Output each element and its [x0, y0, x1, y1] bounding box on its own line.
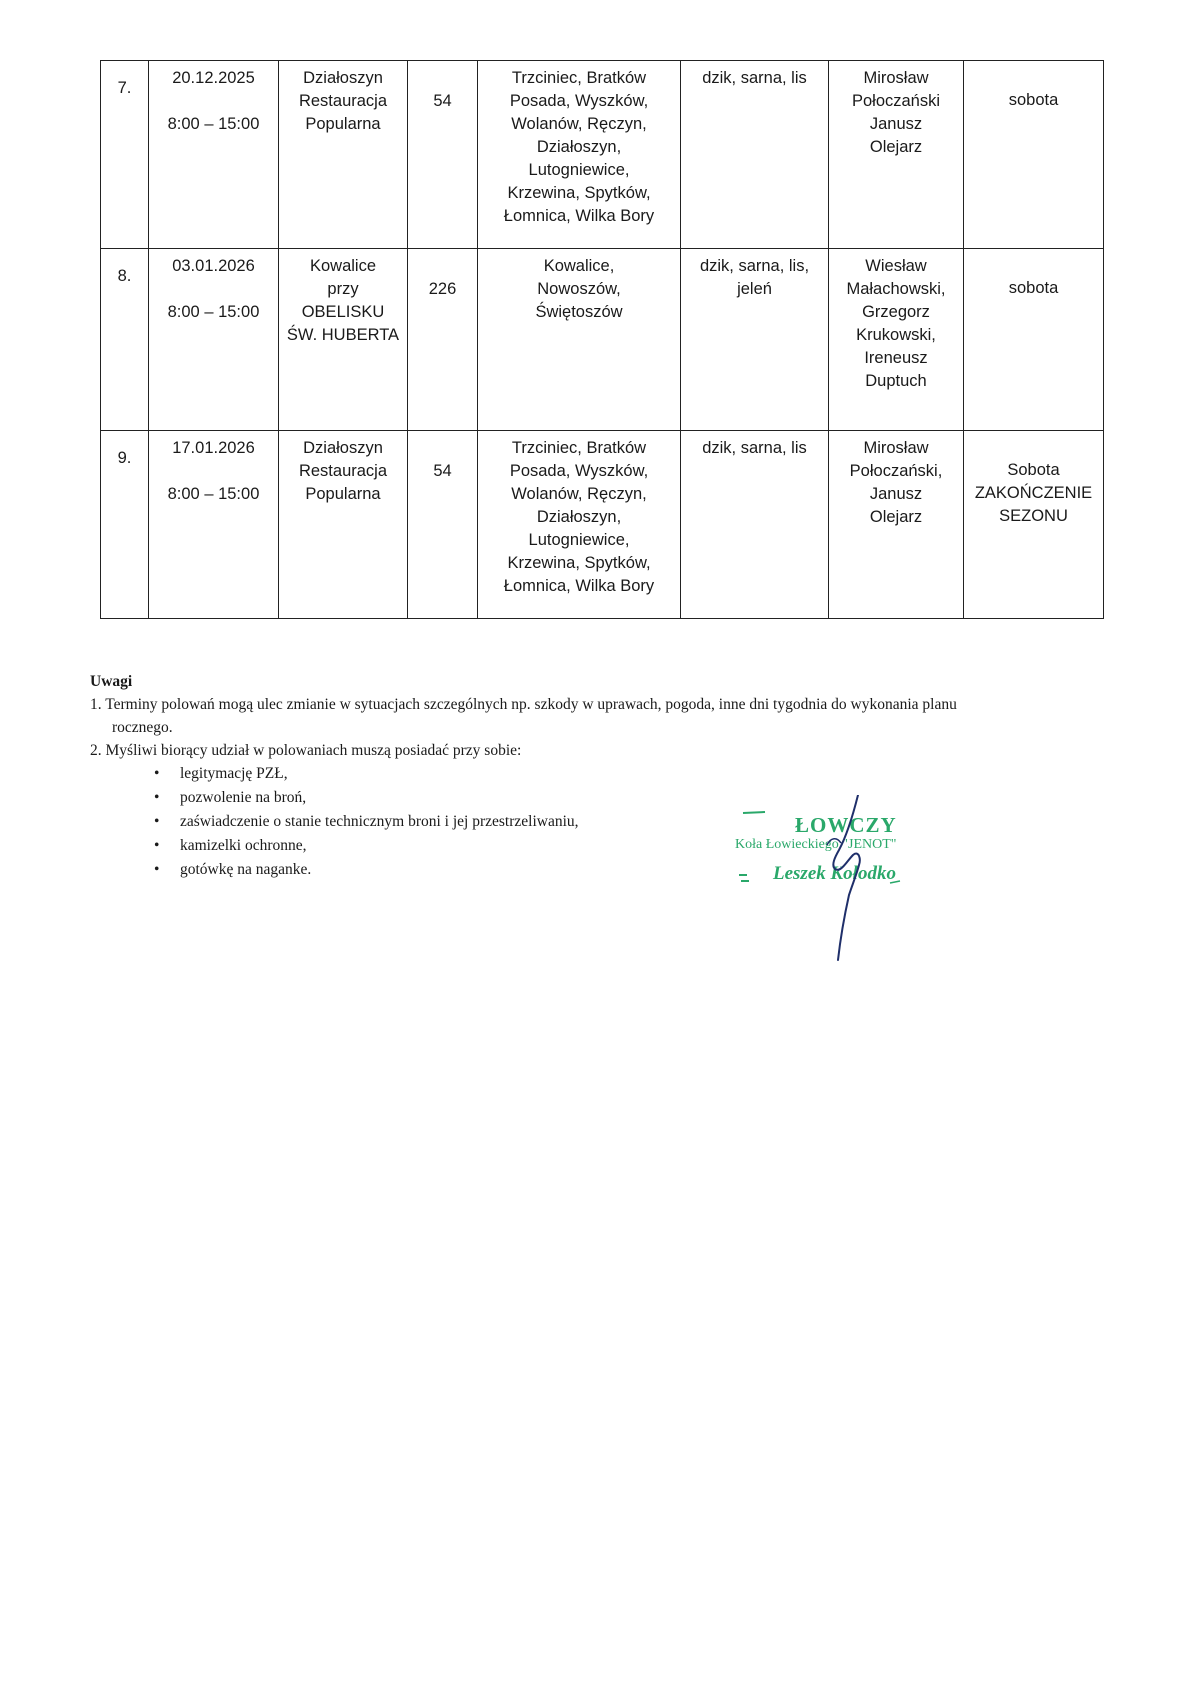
list-item-text: kamizelki ochronne,: [180, 837, 307, 854]
game-cell: [681, 431, 829, 619]
hunt-time: 8:00 – 15:00: [167, 303, 260, 321]
notes-cell: [964, 61, 1104, 249]
count-cell: [408, 61, 478, 249]
remark-item-1-continuation: rocznego.: [112, 719, 173, 736]
area-line: Wolanów, Ręczyn,: [511, 115, 647, 133]
area-line: Nowoszów,: [537, 280, 621, 298]
areas-cell: [478, 249, 681, 431]
game-line: dzik, sarna, lis: [702, 69, 807, 87]
signature-icon: [735, 795, 965, 975]
date-cell: [149, 431, 279, 619]
place-line: ŚW. HUBERTA: [286, 326, 400, 344]
area-line: Świętoszów: [535, 303, 623, 321]
schedule-body: [101, 61, 1104, 619]
place-line: Restauracja: [298, 462, 388, 480]
leader-line: Ireneusz: [864, 349, 928, 367]
place-line: Popularna: [305, 485, 381, 503]
official-stamp: [735, 795, 965, 975]
district-count: 54: [433, 92, 452, 110]
hunt-date: 20.12.2025: [172, 69, 255, 87]
table-row: [101, 431, 1104, 619]
row-number: 9.: [117, 449, 132, 467]
area-line: Trzciniec, Bratków: [511, 439, 647, 457]
bullet-icon: •: [154, 813, 160, 830]
area-line: Lutogniewice,: [528, 161, 630, 179]
list-item: [154, 762, 1090, 786]
area-line: Posada, Wyszków,: [509, 92, 649, 110]
area-line: Krzewina, Spytków,: [507, 554, 651, 572]
schedule-table: [100, 60, 1104, 619]
remarks-heading: Uwagi: [90, 673, 133, 690]
note-line: ZAKOŃCZENIE: [974, 484, 1093, 502]
note-line: SEZONU: [999, 507, 1068, 525]
row-number-cell: [101, 61, 149, 249]
area-line: Działoszyn,: [536, 508, 622, 526]
bullet-icon: •: [154, 765, 160, 782]
area-line: Działoszyn,: [536, 138, 622, 156]
game-line: dzik, sarna, lis: [702, 439, 807, 457]
remark-item-1: 1. Terminy polowań mogą ulec zmianie w sytuacjach szczególnych np. szkody w uprawach, pogoda, inne dni tygodnia do wykonania planu: [90, 696, 957, 713]
leader-line: Grzegorz: [862, 303, 930, 321]
leaders-cell: [829, 249, 964, 431]
leaders-cell: [829, 61, 964, 249]
district-count: 226: [428, 280, 457, 298]
table-row: [101, 61, 1104, 249]
notes-cell: [964, 431, 1104, 619]
hunt-time: 8:00 – 15:00: [167, 115, 260, 133]
place-line: OBELISKU: [301, 303, 385, 321]
place-cell: [279, 249, 408, 431]
leader-line: Olejarz: [869, 138, 923, 156]
leader-line: Duptuch: [865, 372, 927, 390]
leader-line: Janusz: [869, 485, 923, 503]
game-line: jeleń: [737, 280, 772, 298]
stamp-title: ŁOWCZY: [795, 813, 897, 837]
leader-line: Olejarz: [869, 508, 923, 526]
areas-cell: [478, 431, 681, 619]
note-line: sobota: [1008, 91, 1059, 109]
place-line: przy: [327, 280, 359, 298]
leader-line: Połoczański,: [849, 462, 943, 480]
row-number-cell: [101, 249, 149, 431]
stamp-organization: Koła Łowieckiego "JENOT": [735, 837, 897, 852]
count-cell: [408, 249, 478, 431]
date-cell: [149, 249, 279, 431]
district-count: 54: [433, 462, 452, 480]
note-line: sobota: [1008, 279, 1059, 297]
place-line: Działoszyn: [303, 439, 383, 457]
place-line: Popularna: [305, 115, 381, 133]
list-item-text: gotówkę na naganke.: [180, 861, 312, 878]
notes-cell: [964, 249, 1104, 431]
row-number-cell: [101, 431, 149, 619]
place-line: Kowalice: [309, 257, 377, 275]
note-line: Sobota: [1007, 461, 1060, 479]
hunt-time: 8:00 – 15:00: [167, 485, 260, 503]
area-line: Wolanów, Ręczyn,: [511, 485, 647, 503]
leader-line: Wiesław: [865, 257, 927, 275]
place-line: Restauracja: [298, 92, 388, 110]
count-cell: [408, 431, 478, 619]
leader-line: Janusz: [869, 115, 923, 133]
area-line: Trzciniec, Bratków: [511, 69, 647, 87]
bullet-icon: •: [154, 789, 160, 806]
place-cell: [279, 431, 408, 619]
leader-line: Mirosław: [863, 69, 929, 87]
bullet-icon: •: [154, 837, 160, 854]
area-line: Lutogniewice,: [528, 531, 630, 549]
hunt-date: 17.01.2026: [172, 439, 255, 457]
area-line: Łomnica, Wilka Bory: [503, 577, 655, 595]
place-cell: [279, 61, 408, 249]
game-cell: [681, 61, 829, 249]
bullet-icon: •: [154, 861, 160, 878]
game-cell: [681, 249, 829, 431]
areas-cell: [478, 61, 681, 249]
leader-line: Małachowski,: [846, 280, 946, 298]
leader-line: Krukowski,: [856, 326, 936, 344]
hunt-date: 03.01.2026: [172, 257, 255, 275]
leaders-cell: [829, 431, 964, 619]
list-item-text: zaświadczenie o stanie technicznym broni i jej przestrzeliwaniu,: [180, 813, 579, 830]
area-line: Posada, Wyszków,: [509, 462, 649, 480]
game-line: dzik, sarna, lis,: [699, 257, 810, 275]
leader-line: Mirosław: [863, 439, 929, 457]
remark-item-2: 2. Myśliwi biorący udział w polowaniach muszą posiadać przy sobie:: [90, 742, 522, 759]
row-number: 8.: [117, 267, 132, 285]
list-item-text: legitymację PZŁ,: [180, 765, 288, 782]
list-item-text: pozwolenie na broń,: [180, 789, 307, 806]
stamp-name: Leszek Kołodko: [773, 863, 896, 884]
table-row: [101, 249, 1104, 431]
area-line: Kowalice,: [543, 257, 615, 275]
date-cell: [149, 61, 279, 249]
place-line: Działoszyn: [303, 69, 383, 87]
leader-line: Połoczański: [851, 92, 941, 110]
row-number: 7.: [117, 79, 132, 97]
area-line: Krzewina, Spytków,: [507, 184, 651, 202]
area-line: Łomnica, Wilka Bory: [503, 207, 655, 225]
